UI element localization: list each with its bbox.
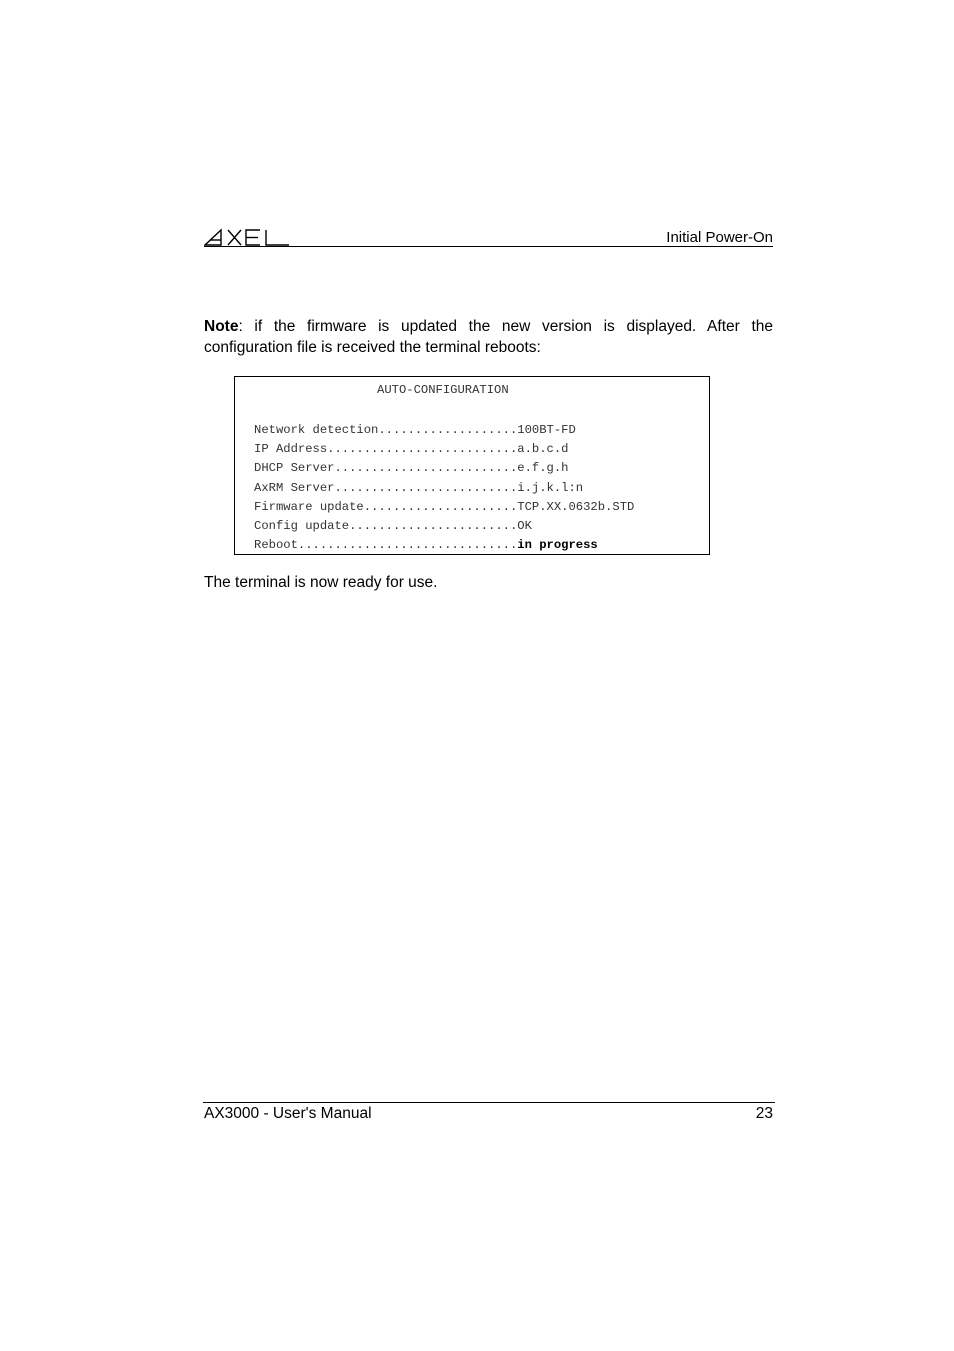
row-label: Network detection................... [254, 423, 518, 437]
row-value: TCP.XX.0632b.STD [517, 499, 635, 514]
terminal-row-firmware-update [254, 498, 634, 517]
note-paragraph [204, 317, 773, 358]
row-value: e.f.g.h [517, 461, 569, 476]
note-label: Note [204, 318, 239, 335]
terminal-row-network-detection [254, 421, 634, 440]
terminal-row-ip-address [254, 440, 634, 459]
manual-title: AX3000 - User's Manual [204, 1105, 372, 1122]
terminal-row-reboot [254, 536, 634, 555]
row-value: 100BT-FD [517, 423, 576, 437]
auto-configuration-screen [234, 376, 710, 555]
row-label: Reboot.............................. [254, 538, 518, 553]
terminal-row-dhcp-server [254, 459, 634, 478]
terminal-title: AUTO-CONFIGURATION [377, 383, 509, 397]
row-label: Firmware update..................... [254, 499, 518, 514]
terminal-row-config-update [254, 517, 634, 536]
axel-logo [204, 226, 290, 246]
terminal-rows [254, 421, 634, 555]
row-value: i.j.k.l:n [517, 480, 584, 495]
row-value: a.b.c.d [517, 442, 569, 457]
row-label: IP Address.......................... [254, 442, 518, 457]
section-title: Initial Power-On [666, 229, 773, 246]
row-value: OK [517, 518, 532, 533]
ready-paragraph: The terminal is now ready for use. [204, 574, 438, 591]
page-footer [203, 1102, 775, 1122]
note-text: : if the firmware is updated the new version is displayed. After the configuration file is received the terminal reboots: [204, 318, 773, 356]
page-header [204, 222, 773, 247]
row-label: DHCP Server......................... [254, 461, 518, 476]
row-value: in progress [517, 538, 598, 553]
terminal-row-axrm-server [254, 479, 634, 498]
page-number: 23 [755, 1105, 773, 1122]
row-label: Config update....................... [254, 518, 518, 533]
row-label: AxRM Server......................... [254, 480, 518, 495]
